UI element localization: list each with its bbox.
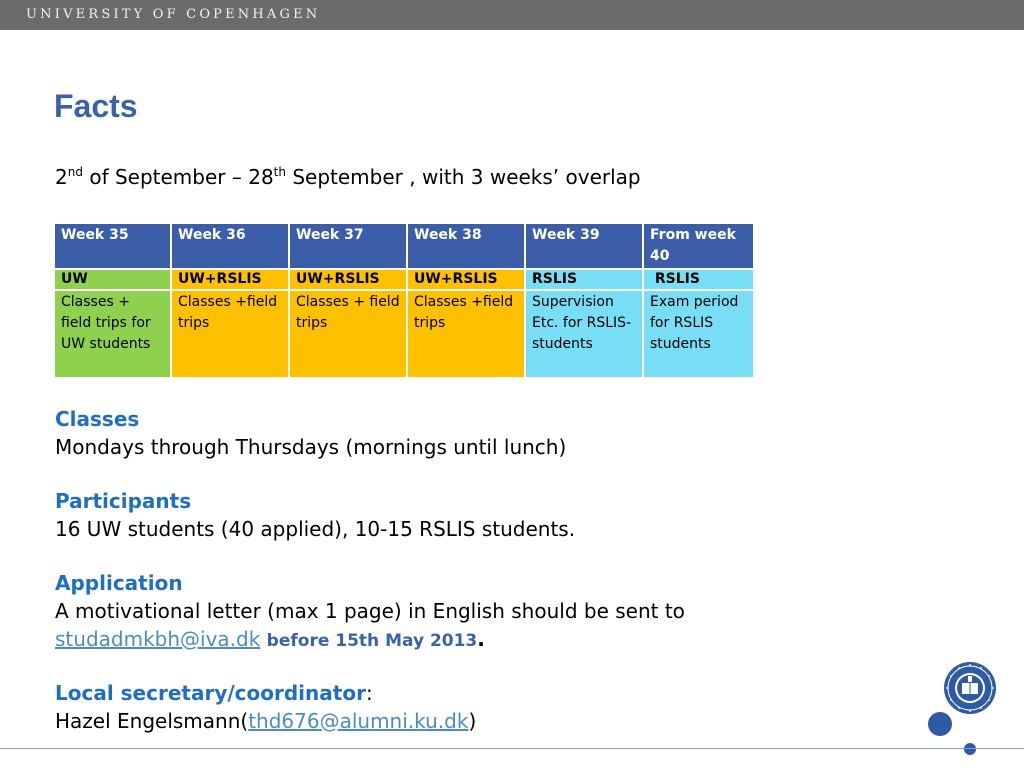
participants-heading: Participants	[55, 489, 192, 513]
coordinator-heading: Local secretary/coordinator	[55, 681, 366, 705]
date-end: September , with 3 weeks’ overlap	[285, 165, 641, 189]
phase-week-40: RSLIS	[643, 269, 754, 290]
header-week-39: Week 39	[525, 223, 643, 269]
header-week-37: Week 37	[289, 223, 407, 269]
application-contact-line	[55, 627, 485, 651]
header-week-38: Week 38	[407, 223, 525, 269]
desc-week-36: Classes +field trips	[171, 290, 289, 378]
coordinator-line	[55, 709, 476, 733]
table-phase-row	[54, 269, 754, 290]
coordinator-close: )	[468, 709, 477, 733]
start-suffix: nd	[67, 165, 83, 179]
phase-week-37: UW+RSLIS	[289, 269, 407, 290]
coordinator-name: Hazel Engelsmann(	[55, 709, 249, 733]
desc-week-40: Exam period for RSLIS students	[643, 290, 754, 378]
participants-text: 16 UW students (40 applied), 10-15 RSLIS students.	[55, 517, 576, 541]
date-middle: of September – 28	[82, 165, 274, 189]
decorative-dot-small	[964, 743, 976, 755]
coordinator-email-link[interactable]: thd676@alumni.ku.dk	[248, 709, 469, 733]
university-seal-icon	[943, 661, 997, 715]
header-week-35: Week 35	[54, 223, 171, 269]
date-range	[55, 165, 641, 189]
slide-title: Facts	[54, 88, 138, 124]
end-suffix: th	[273, 165, 286, 179]
phase-week-36: UW+RSLIS	[171, 269, 289, 290]
application-heading: Application	[55, 571, 183, 595]
desc-week-35: Classes + field trips for UW students	[54, 290, 171, 378]
coordinator-heading-line	[55, 681, 373, 705]
application-period: .	[477, 627, 485, 651]
classes-heading: Classes	[55, 407, 140, 431]
application-email-link[interactable]: studadmkbh@iva.dk	[55, 627, 261, 651]
table-header-row	[54, 223, 754, 269]
university-name: UNIVERSITY OF COPENHAGEN	[26, 7, 321, 22]
phase-week-39: RSLIS	[525, 269, 643, 290]
start-day: 2	[55, 165, 68, 189]
application-deadline: before 15th May 2013	[266, 631, 478, 651]
decorative-dot-large	[928, 712, 952, 736]
week-schedule-table	[53, 222, 755, 379]
phase-week-35: UW	[54, 269, 171, 290]
desc-week-38: Classes +field trips	[407, 290, 525, 378]
header-week-40: From week 40	[643, 223, 754, 269]
desc-week-39: Supervision Etc. for RSLIS-students	[525, 290, 643, 378]
header-week-36: Week 36	[171, 223, 289, 269]
classes-text: Mondays through Thursdays (mornings until lunch)	[55, 435, 567, 459]
coordinator-colon: :	[365, 681, 373, 705]
desc-week-37: Classes + field trips	[289, 290, 407, 378]
top-banner	[0, 0, 1024, 30]
phase-week-38: UW+RSLIS	[407, 269, 525, 290]
application-text: A motivational letter (max 1 page) in English should be sent to	[55, 599, 685, 623]
table-description-row	[54, 290, 754, 378]
footer-divider	[0, 748, 1024, 749]
